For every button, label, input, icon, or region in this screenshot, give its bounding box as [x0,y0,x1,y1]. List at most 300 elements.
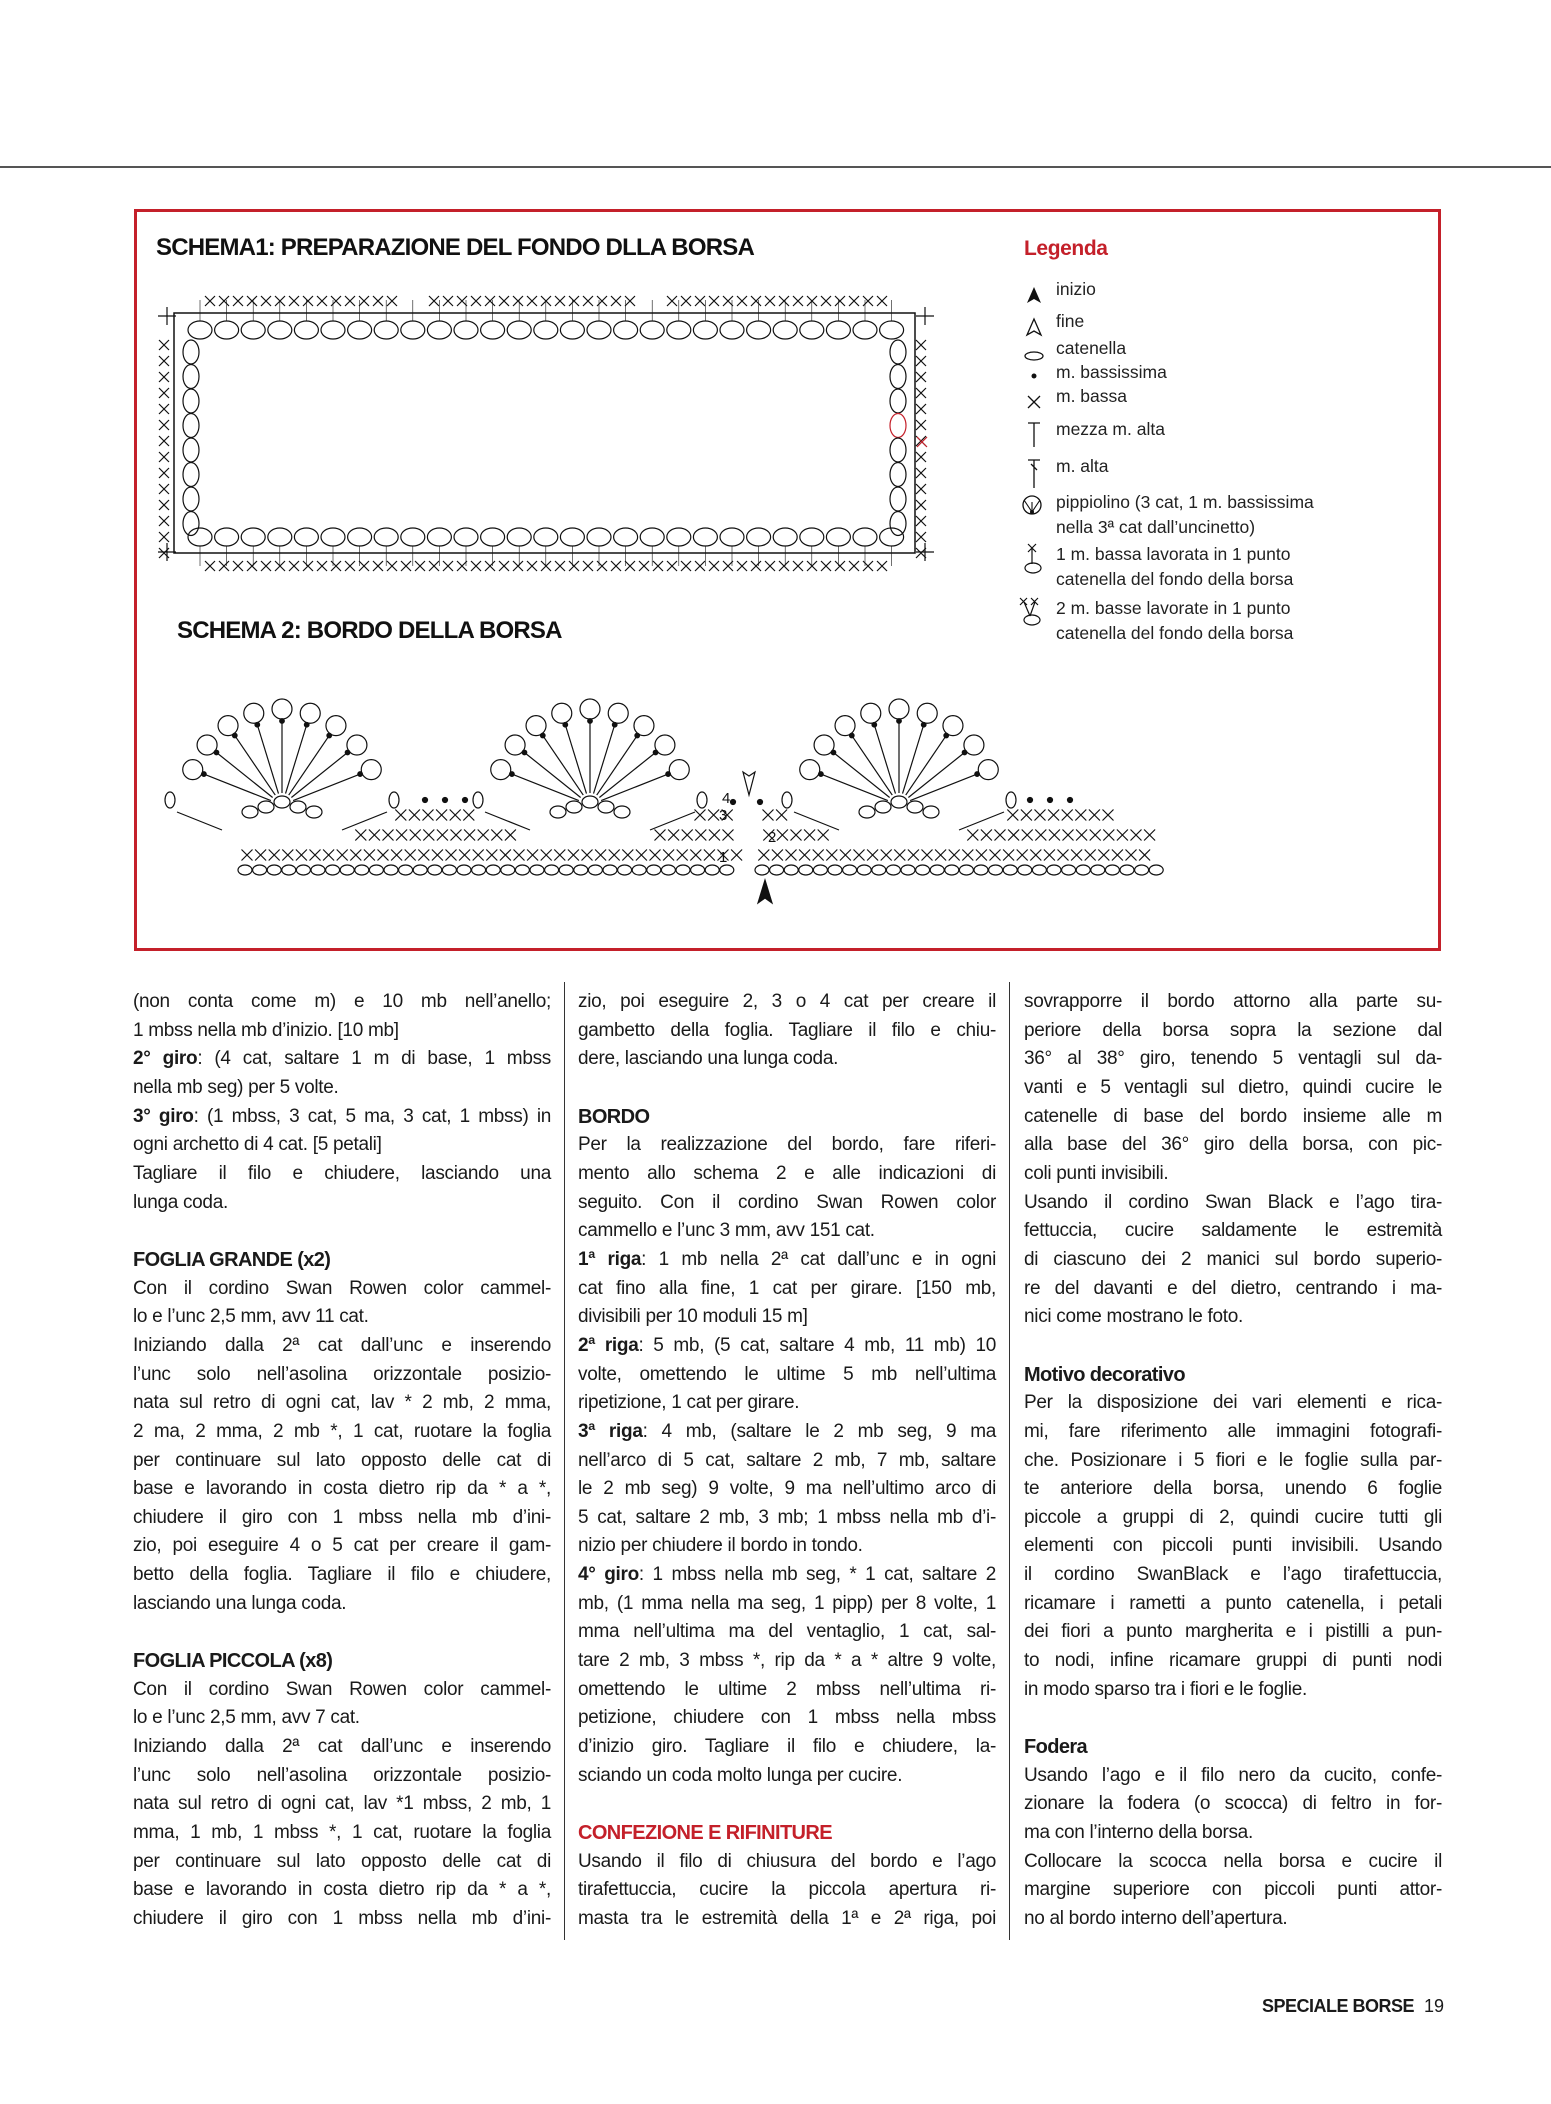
chain-mark [374,321,398,339]
single-crochet-mark [622,850,633,861]
chain-mark [1047,865,1061,875]
single-crochet-mark [813,850,824,861]
crochet-diagrams [0,0,1551,960]
text-line: seguito. Con il cordino Swan Rowen color [578,1191,996,1213]
picot-mark [669,760,689,780]
bag-bottom-outline [174,313,915,553]
single-crochet-mark [877,561,887,571]
single-crochet-mark [779,296,789,306]
slip-stitch-mark [358,772,363,777]
single-crochet-mark [443,296,453,306]
single-crochet-mark [695,810,706,821]
step-label: 2ª riga [578,1334,639,1356]
chain-link [177,812,222,830]
chain-mark [481,321,505,339]
single-crochet-mark [436,810,447,821]
chain-mark [428,865,442,875]
single-crochet-mark [373,561,383,571]
chain-mark [930,865,944,875]
single-crochet-mark [609,850,620,861]
highlighted-chain-mark [890,414,906,438]
double-crochet-mark [597,737,636,795]
spacer [133,1217,551,1246]
text-line: zio, poi eseguire 2, 3 o 4 cat per creare il [578,991,996,1012]
single-crochet-mark [159,420,169,430]
single-crochet-mark [423,830,434,841]
chain-mark [215,528,239,546]
spacer [578,1074,996,1103]
single-crochet-mark [569,561,579,571]
single-crochet-mark [804,830,815,841]
text-line: tare 2 mb, 3 mbss *, rip da * a * altre 9 volte, [578,1650,996,1672]
text-line: zio, poi eseguire 4 o 5 cat per creare il gam- [133,1535,551,1557]
single-crochet-mark [1076,830,1087,841]
single-crochet-mark [463,810,474,821]
single-crochet-mark [916,388,926,398]
single-crochet-mark [1098,850,1109,861]
single-crochet-mark [916,452,926,462]
text-line: mma nell’ultima ma del ventaglio, 1 cat, sal- [578,1621,996,1643]
chain-mark [399,865,413,875]
single-crochet-mark [894,850,905,861]
chain-mark [574,865,588,875]
single-crochet-mark [317,561,327,571]
chain-link [959,812,1004,830]
chain-mark [872,865,886,875]
single-crochet-mark [387,296,397,306]
chain-mark [253,865,267,875]
text-line: vanti e 5 ventagli sul dietro, quindi cucire le [1024,1076,1442,1098]
chain-mark [454,528,478,546]
single-crochet-mark [387,561,397,571]
text-line: Per la disposizione dei vari elementi e rica- [1024,1392,1442,1414]
single-crochet-mark [655,830,666,841]
chain-mark [550,806,566,818]
chain-mark [473,792,483,808]
single-crochet-mark [247,296,257,306]
chain-mark [853,321,877,339]
chain-mark [294,321,318,339]
single-crochet-mark [296,850,307,861]
text-line: re del davanti e del dietro, centrando i ma- [1024,1277,1442,1299]
text-line: Con il cordino Swan Rowen color cammel- [133,1678,551,1700]
single-crochet-mark [369,830,380,841]
chain-mark [321,321,345,339]
picot-mark [300,703,320,723]
single-crochet-mark [1103,830,1114,841]
chain-mark [282,865,296,875]
single-crochet-mark [1035,810,1046,821]
single-crochet-mark [269,850,280,861]
single-crochet-mark [793,296,803,306]
chain-mark [188,528,212,546]
text-line: tirafettuccia, cucire la piccola apertura ri- [578,1879,996,1901]
single-crochet-mark [233,296,243,306]
text-line: 1 mbss nella mb d’inizio. [10 mb] [133,1019,399,1041]
single-crochet-mark [373,296,383,306]
single-crochet-mark [967,830,978,841]
legend-label-line: 2 m. basse lavorate in 1 punto [1056,598,1291,618]
slip-stitch-mark [304,722,309,727]
chain-mark [384,865,398,875]
section-heading: BORDO [578,1105,650,1128]
chain-mark [826,528,850,546]
chain-mark [348,528,372,546]
single-crochet-mark [916,516,926,526]
chain-mark [348,321,372,339]
chain-mark [374,528,398,546]
chain-mark [215,321,239,339]
chain-mark [183,389,199,413]
single-crochet-mark [849,561,859,571]
single-crochet-mark [751,296,761,306]
text-line [578,1332,996,1361]
single-crochet-mark [704,850,715,861]
single-crochet-mark [255,850,266,861]
single-crochet-mark [359,296,369,306]
double-crochet-mark [594,727,615,794]
single-crochet-mark [922,850,933,861]
chain-mark [857,865,871,875]
single-crochet-mark [636,850,647,861]
slip-stitch-mark [666,772,671,777]
single-crochet-mark [776,810,787,821]
legend-label-line: catenella [1056,338,1127,358]
chain-mark [1032,865,1046,875]
single-crochet-mark [1008,830,1019,841]
single-crochet-mark [499,561,509,571]
single-crochet-mark [1063,830,1074,841]
section-heading: FOGLIA PICCOLA (x8) [133,1650,333,1673]
single-crochet-mark [471,561,481,571]
text-line: no al bordo interno dell’apertura. [1024,1908,1288,1929]
chain-mark [647,865,661,875]
text-line: lunga coda. [133,1191,228,1213]
chain-mark [693,321,717,339]
text-line: 36° al 38° giro, tenendo 5 ventagli sul da- [1024,1048,1442,1070]
chain-mark [782,792,792,808]
step-text: : (4 cat, saltare 1 m di base, 1 mbss [197,1048,552,1070]
chain-mark [880,321,904,339]
chain-mark [507,528,531,546]
single-crochet-mark [709,296,719,306]
single-crochet-mark [159,372,169,382]
single-crochet-mark [485,296,495,306]
slip-stitch-mark [975,772,980,777]
chain-mark [268,528,292,546]
single-crochet-mark [765,561,775,571]
chain-mark [813,865,827,875]
chain-mark [770,865,784,875]
text-line: mi, fare riferimento alle immagini fotografi- [1024,1420,1442,1442]
slip-stitch-mark [921,722,926,727]
single-crochet-mark [723,561,733,571]
single-crochet-mark [916,340,926,350]
text-line: Tagliare il filo e chiudere, lasciando una [133,1162,551,1184]
chain-mark [534,528,558,546]
schema2-title: SCHEMA 2: BORDO DELLA BORSA [177,617,562,644]
single-crochet-mark [976,850,987,861]
double-crochet-mark [853,737,892,795]
single-crochet-mark [554,850,565,861]
text-line: nella mb seg) per 5 volte. [133,1076,339,1098]
single-crochet-mark [1103,810,1114,821]
chain-mark [427,321,451,339]
single-crochet-mark [478,830,489,841]
text-line: che. Posizionare i 5 fiori e le foglie sulla par- [1024,1449,1442,1471]
slip-stitch-mark [563,722,568,727]
single-crochet-mark [695,830,706,841]
chain-mark [454,321,478,339]
chain-mark [697,792,707,808]
slip-stitch-mark [443,798,448,803]
chain-mark [582,796,598,808]
single-crochet-mark [916,484,926,494]
single-crochet-mark [916,420,926,430]
chain-mark [296,865,310,875]
single-crochet-mark [1085,850,1096,861]
chain-mark [799,865,813,875]
chain-mark [442,865,456,875]
single-crochet-mark [446,850,457,861]
chain-mark [640,321,664,339]
slip-stitch-mark [1048,798,1053,803]
text-column-2 [578,988,996,1934]
chain-mark [891,796,907,808]
single-crochet-mark [378,850,389,861]
chain-link [485,812,530,830]
single-crochet-mark [505,830,516,841]
text-line: l’unc solo nell’asolina orizzontale posizio- [133,1363,551,1385]
chain-mark [773,321,797,339]
single-crochet-mark [1007,810,1018,821]
chain-mark [1120,865,1134,875]
page-number: 19 [1424,1996,1445,2016]
single-crochet-mark [568,850,579,861]
single-crochet-mark [364,850,375,861]
single-crochet-mark [159,532,169,542]
chain-mark [241,321,265,339]
single-crochet-mark [409,810,420,821]
single-crochet-mark [541,850,552,861]
single-crochet-mark [471,296,481,306]
single-crochet-mark [877,296,887,306]
single-crochet-mark [595,850,606,861]
text-line: masta tra le estremità della 1ª e 2ª riga, poi [578,1908,996,1929]
single-crochet-mark [1044,850,1055,861]
chain-mark [389,792,399,808]
single-crochet-mark [863,561,873,571]
step-label: 2° giro [133,1048,198,1070]
text-line: nizio per chiudere il bordo in tondo. [578,1535,863,1557]
legend-label-line: m. bassa [1056,386,1127,406]
text-line: volte, omettendo le ultime 5 mb nell’ultima [578,1363,996,1385]
column-divider [1009,982,1010,1940]
single-crochet-mark [1048,810,1059,821]
text-line: mb, (1 mma nella ma seg, 1 pipp) per 8 volte, 1 [578,1592,996,1614]
chain-mark [165,792,175,808]
chain-mark [290,801,306,813]
chain-mark [720,865,734,875]
text-line: coli punti invisibili. [1024,1162,1169,1184]
chain-mark [369,865,383,875]
single-crochet-mark [282,850,293,861]
double-crochet-mark [289,737,328,795]
slip-stitch-mark [327,733,332,738]
single-crochet-mark [677,850,688,861]
single-crochet-mark [779,561,789,571]
chain-mark [326,865,340,875]
slip-stitch-mark [849,733,854,738]
chain-mark [294,528,318,546]
chain-mark [875,801,891,813]
single-crochet-mark [840,850,851,861]
double-crochet-mark [875,727,896,794]
chain-mark [267,865,281,875]
picot-mark [526,716,546,736]
chain-mark [614,528,638,546]
single-crochet-mark [233,561,243,571]
legend-label-line: nella 3ª cat dall’uncinetto) [1056,517,1256,537]
single-crochet-mark [429,296,439,306]
single-crochet-mark [323,850,334,861]
chain-mark [755,865,769,875]
chain-mark [486,865,500,875]
corner-plus-mark [916,307,934,325]
text-line: sciando un coda molto lunga per cucire. [578,1764,903,1786]
single-crochet-mark [826,850,837,861]
picot-mark [183,760,203,780]
text-line [578,1246,996,1275]
chain-mark [1003,865,1017,875]
chain-mark [321,528,345,546]
single-crochet-mark [1090,830,1101,841]
chain-mark [853,528,877,546]
text-line: periore della borsa sopra la sezione dal [1024,1019,1442,1041]
single-crochet-mark [485,561,495,571]
chain-mark [720,528,744,546]
text-line: lo e l’unc 2,5 mm, avv 11 cat. [133,1306,369,1328]
single-crochet-mark [758,850,769,861]
text-line: base e lavorando in costa dietro rip da * a *, [133,1478,551,1500]
single-crochet-mark [464,830,475,841]
chain-mark [242,806,258,818]
single-crochet-mark [582,850,593,861]
single-crochet-mark [159,436,169,446]
single-crochet-mark [981,830,992,841]
single-crochet-mark [337,850,348,861]
single-crochet-mark [451,830,462,841]
single-crochet-mark [723,830,734,841]
single-crochet-mark [159,468,169,478]
single-crochet-mark [731,850,742,861]
chain-mark [238,865,252,875]
chain-mark [747,321,771,339]
single-crochet-mark [916,404,926,414]
step-label: 3° giro [133,1105,194,1127]
single-crochet-mark [396,830,407,841]
single-crochet-mark [1071,850,1082,861]
text-line: sovrapporre il bordo attorno alla parte su- [1024,991,1442,1012]
single-crochet-mark [908,850,919,861]
single-crochet-mark [611,561,621,571]
single-crochet-mark [303,561,313,571]
picot-mark [861,703,881,723]
chain-mark [355,865,369,875]
single-crochet-mark [835,296,845,306]
single-crochet-mark [763,810,774,821]
single-crochet-mark [916,372,926,382]
step-label: 3ª riga [578,1420,643,1442]
slip-stitch-mark [758,800,763,805]
legend-label-line: inizio [1056,279,1096,299]
chain-mark [1006,792,1016,808]
chain-mark [890,438,906,462]
text-line: cat fino alla fine, 1 cat per girare. [150 mb, [578,1277,996,1299]
single-crochet-mark [159,500,169,510]
single-crochet-mark [835,561,845,571]
single-crochet-mark [625,561,635,571]
slip-stitch-mark [872,722,877,727]
page-footer [1262,1996,1444,2017]
single-crochet-mark [916,356,926,366]
chain-mark [826,321,850,339]
chain-mark [890,487,906,511]
slip-stitch-mark [463,798,468,803]
chain-mark [1018,865,1032,875]
chain-mark [534,321,558,339]
legend-label-line: catenella del fondo della borsa [1056,623,1294,643]
legend-label-line: m. bassissima [1056,362,1167,382]
slip-stitch-mark [897,719,902,724]
chain-mark [587,321,611,339]
single-crochet-mark [205,561,215,571]
chain-mark [1149,865,1163,875]
double-crochet-mark [286,727,307,794]
single-crochet-mark [708,810,719,821]
text-line: nata sul retro di ogni cat, lav *1 mbss, 2 mb, 1 [133,1793,551,1815]
chain-mark [843,865,857,875]
single-crochet-mark [473,850,484,861]
text-line: petizione, chiudere con 1 mbss nella mbss [578,1707,996,1729]
single-crochet-mark [1112,850,1123,861]
text-line: elementi con piccoli punti invisibili. Usando [1024,1535,1442,1557]
row-number-label: 3 [719,807,728,824]
chain-mark [560,528,584,546]
slip-stitch-mark [731,800,736,805]
double-crochet-mark [236,737,275,795]
text-line: nata sul retro di ogni cat, lav * 2 mb, 2 mma, [133,1392,551,1414]
text-line: catenelle di base del bordo insieme alle m [1024,1105,1442,1127]
chain-mark [618,865,632,875]
chain-mark [828,865,842,875]
single-crochet-mark [821,296,831,306]
end-triangle-icon [743,772,755,795]
chain-mark [784,865,798,875]
text-line [578,1418,996,1447]
chain-mark [890,389,906,413]
chain-mark [693,528,717,546]
slip-stitch-mark [962,750,967,755]
text-line [578,1561,996,1590]
text-line: piccole a gruppi di 2, quindi cucire tutti gli [1024,1506,1442,1528]
single-crochet-mark [737,561,747,571]
text-line: te anteriore della borsa, unendo 6 foglie [1024,1478,1442,1500]
single-crochet-mark [395,810,406,821]
single-crochet-mark [667,561,677,571]
legend-label-line: catenella del fondo della borsa [1056,569,1294,589]
single-crochet-mark [583,296,593,306]
